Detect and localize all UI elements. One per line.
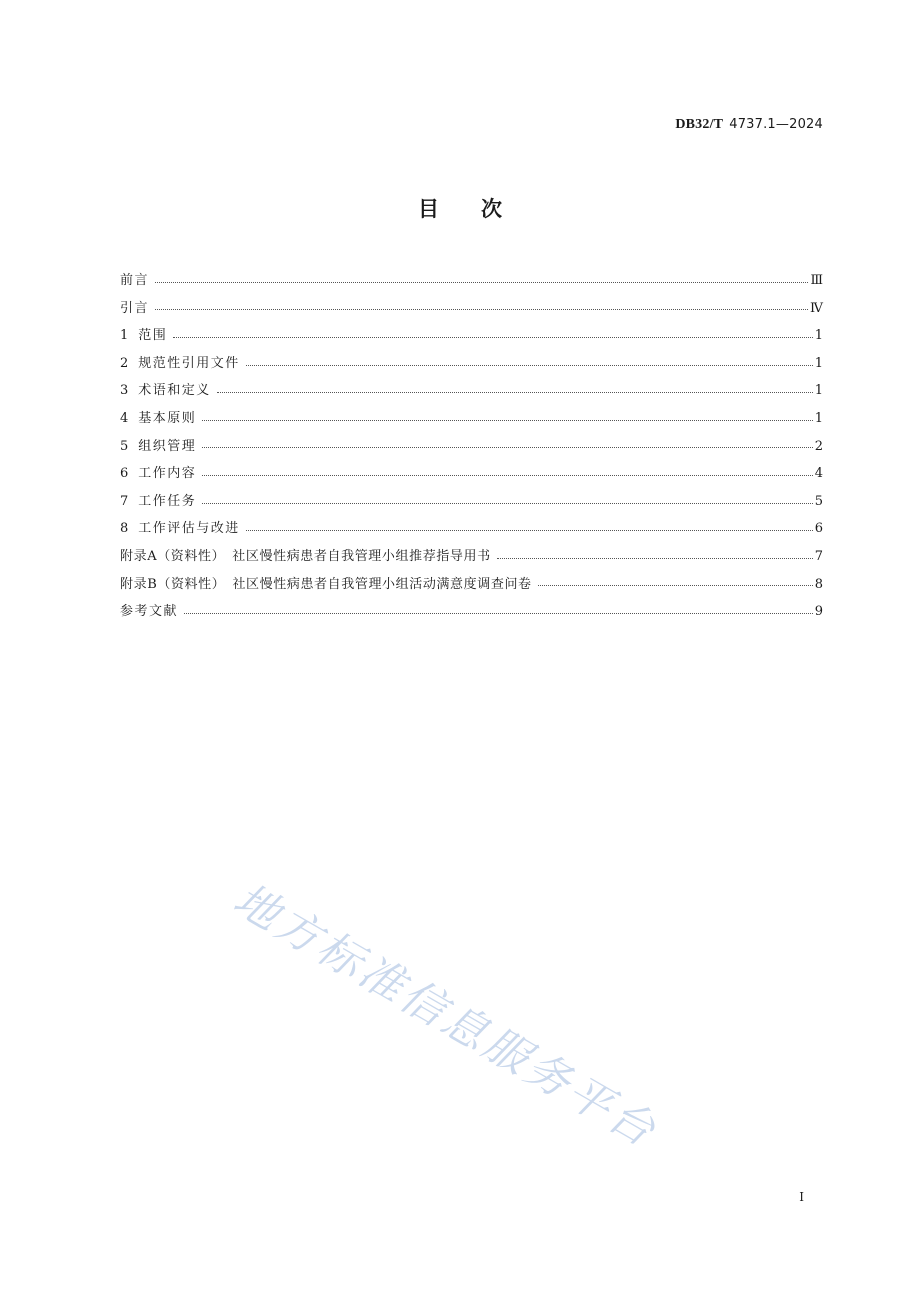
toc-entry-page: 1 <box>814 383 823 399</box>
toc-entry-number: 3 <box>120 383 129 399</box>
toc-entry-page: 4 <box>814 466 823 482</box>
toc-entry-number: 4 <box>120 410 129 426</box>
toc-entry-normative-references[interactable] <box>120 354 823 382</box>
toc-entry-organization-management[interactable] <box>120 437 823 465</box>
toc-entry-label: 工作任务 <box>138 493 197 509</box>
toc-entry-page: 5 <box>814 493 823 509</box>
toc-entry-foreword[interactable] <box>120 271 823 299</box>
toc-leader-dots <box>202 446 812 448</box>
toc-entry-page: 1 <box>814 355 823 371</box>
toc-entry-work-content[interactable] <box>120 464 823 492</box>
toc-entry-label: 工作内容 <box>138 466 197 482</box>
toc-entry-page: 1 <box>814 328 823 344</box>
toc-entry-number: 2 <box>120 355 129 371</box>
toc-entry-terms-definitions[interactable] <box>120 381 823 409</box>
toc-entry-label: 前言 <box>120 273 150 288</box>
toc-entry-page: 8 <box>814 576 823 592</box>
table-of-contents <box>120 271 823 630</box>
toc-entry-evaluation-improvement[interactable] <box>120 519 823 547</box>
toc-leader-dots <box>497 557 813 559</box>
toc-entry-label: 范围 <box>138 328 168 344</box>
toc-entry-page: 1 <box>814 410 823 426</box>
toc-entry-work-tasks[interactable] <box>120 492 823 520</box>
toc-entry-page: Ⅲ <box>810 273 823 288</box>
toc-entry-label: 参考文献 <box>120 604 179 620</box>
toc-leader-dots <box>202 474 812 476</box>
toc-entry-label: 工作评估与改进 <box>138 521 240 537</box>
toc-entry-label: 基本原则 <box>138 410 197 426</box>
toc-entry-number: 6 <box>120 466 129 482</box>
toc-entry-page: 9 <box>814 604 823 620</box>
toc-entry-label: 附录A（资料性） 社区慢性病患者自我管理小组推荐指导用书 <box>120 548 491 564</box>
toc-entry-appendix-a[interactable] <box>120 547 823 575</box>
toc-entry-basic-principles[interactable] <box>120 409 823 437</box>
toc-entry-page: 2 <box>814 438 823 454</box>
document-code-prefix: DB32/T <box>675 117 724 132</box>
toc-leader-dots <box>246 364 813 366</box>
toc-entry-appendix-b[interactable] <box>120 575 823 603</box>
toc-entry-label: 术语和定义 <box>138 383 211 399</box>
toc-title: 目 次 <box>418 197 502 221</box>
toc-entry-number: 5 <box>120 438 129 454</box>
toc-leader-dots <box>246 529 813 531</box>
document-code <box>675 117 823 133</box>
toc-entry-number: 7 <box>120 493 129 509</box>
toc-leader-dots <box>202 502 812 504</box>
page-number: I <box>799 1190 804 1204</box>
document-code-number: 4737.1—2024 <box>729 117 823 132</box>
toc-leader-dots <box>217 391 813 393</box>
toc-leader-dots <box>184 612 813 614</box>
toc-leader-dots <box>538 584 813 586</box>
toc-entry-label: 规范性引用文件 <box>138 355 240 371</box>
toc-entry-page: Ⅳ <box>810 300 823 316</box>
toc-entry-page: 7 <box>814 548 823 564</box>
toc-entry-label: 组织管理 <box>138 438 197 454</box>
toc-leader-dots <box>155 308 808 310</box>
toc-entry-bibliography[interactable] <box>120 602 823 630</box>
toc-entry-label: 引言 <box>120 300 150 316</box>
toc-leader-dots <box>173 336 812 338</box>
toc-entry-page: 6 <box>814 521 823 537</box>
toc-leader-dots <box>155 281 808 283</box>
toc-entry-number: 1 <box>120 328 129 344</box>
toc-entry-number: 8 <box>120 521 129 537</box>
toc-leader-dots <box>202 419 812 421</box>
toc-entry-introduction[interactable] <box>120 299 823 327</box>
toc-entry-label: 附录B（资料性） 社区慢性病患者自我管理小组活动满意度调查问卷 <box>120 576 532 592</box>
toc-entry-scope[interactable] <box>120 326 823 354</box>
watermark: 地方标准信息服务平台 <box>225 873 667 1158</box>
